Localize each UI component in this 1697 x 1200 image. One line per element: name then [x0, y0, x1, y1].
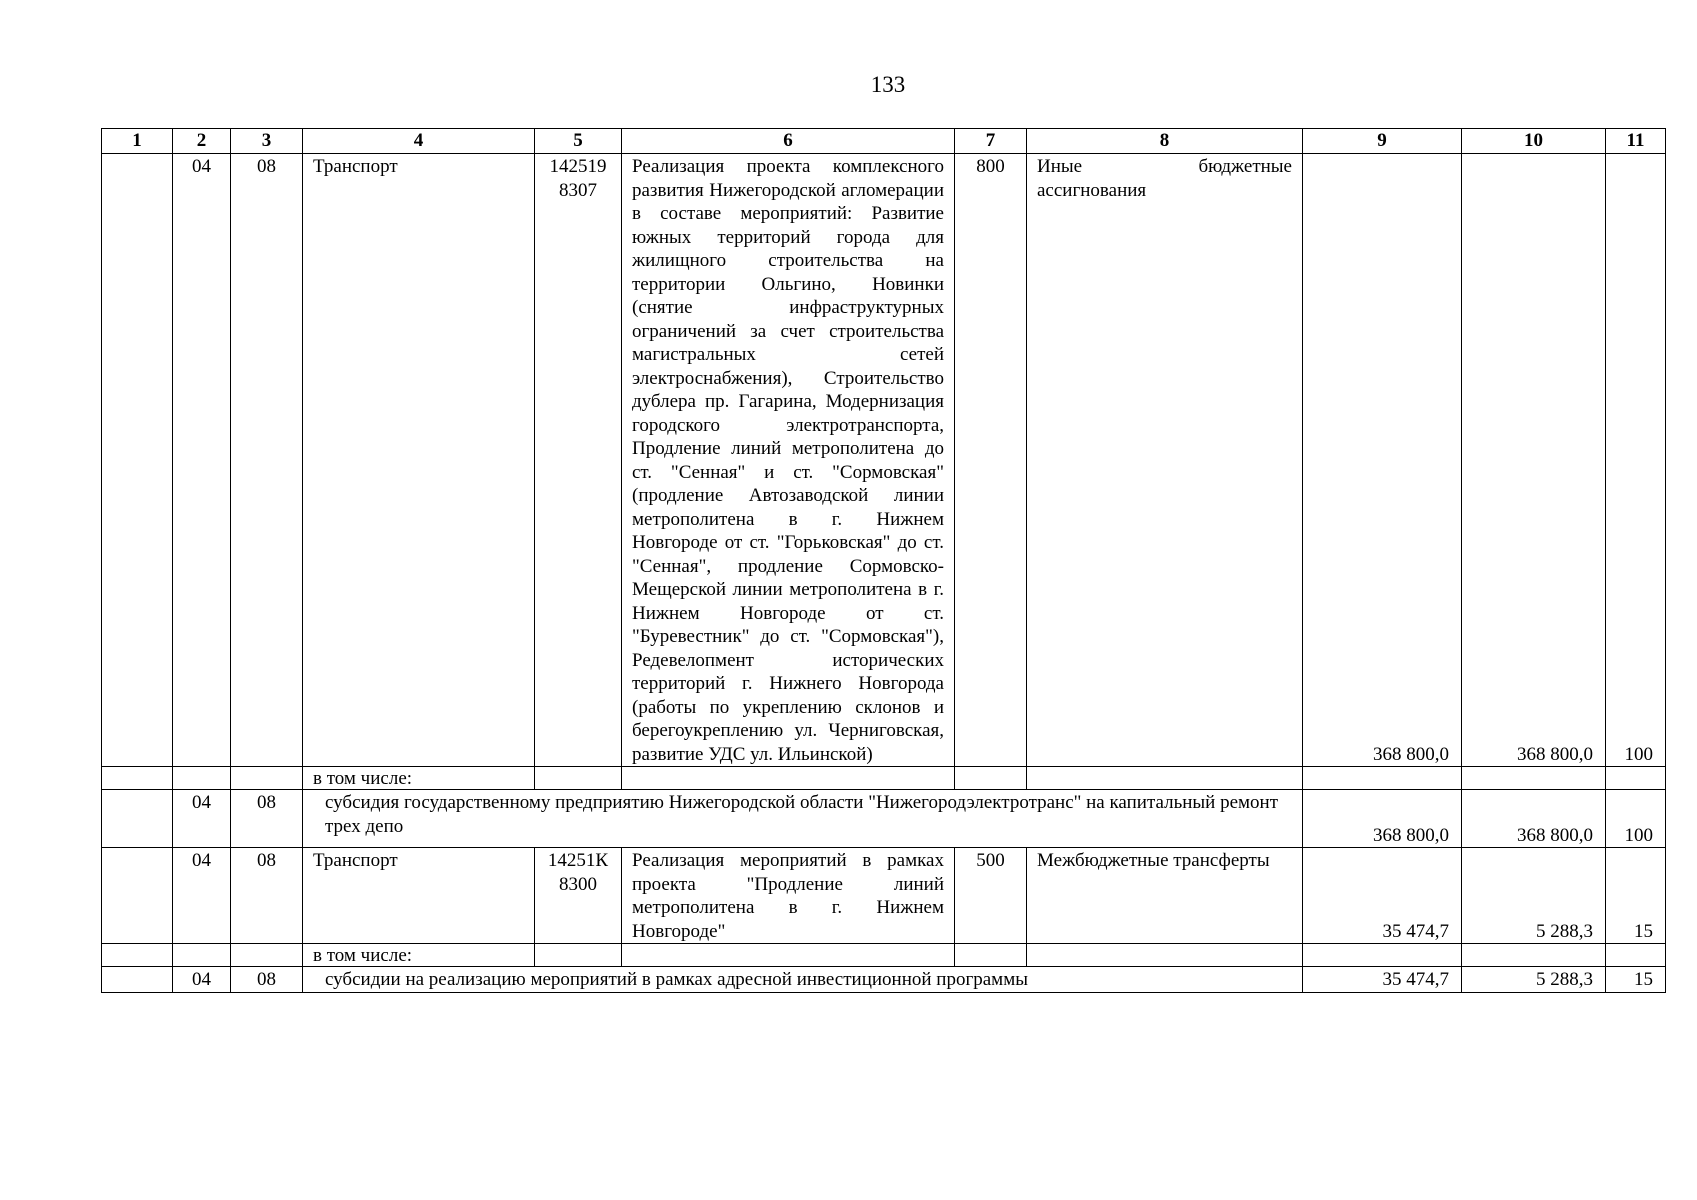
cell-plan: 35 474,7 — [1303, 967, 1462, 993]
cell-including-label: в том числе: — [303, 767, 535, 790]
column-header: 10 — [1462, 129, 1606, 154]
column-header: 2 — [173, 129, 231, 154]
cell-subsection: 08 — [231, 967, 303, 993]
column-header: 8 — [1027, 129, 1303, 154]
column-header: 9 — [1303, 129, 1462, 154]
cell-subsection: 08 — [231, 790, 303, 848]
cell-col1 — [102, 944, 173, 967]
cell-expense-type — [955, 767, 1027, 790]
cell-expense-name: Межбюджетные трансферты — [1027, 848, 1303, 944]
column-header: 7 — [955, 129, 1027, 154]
cell-col1 — [102, 790, 173, 848]
cell-percent — [1606, 944, 1666, 967]
budget-table — [101, 128, 1666, 993]
table-row — [102, 944, 1666, 967]
cell-plan: 368 800,0 — [1303, 154, 1462, 767]
cell-col1 — [102, 154, 173, 767]
cell-percent — [1606, 767, 1666, 790]
cell-description — [622, 767, 955, 790]
cell-section: 04 — [173, 154, 231, 767]
cell-section — [173, 944, 231, 967]
cell-subsection — [231, 944, 303, 967]
table-row — [102, 767, 1666, 790]
cell-plan: 368 800,0 — [1303, 790, 1462, 848]
table-header-row — [102, 129, 1666, 154]
cell-name: Транспорт — [303, 848, 535, 944]
cell-col1 — [102, 767, 173, 790]
cell-col1 — [102, 848, 173, 944]
column-header: 1 — [102, 129, 173, 154]
cell-plan — [1303, 767, 1462, 790]
table-row — [102, 967, 1666, 993]
cell-target-code — [535, 767, 622, 790]
cell-plan: 35 474,7 — [1303, 848, 1462, 944]
cell-description: Реализация проекта комплексного развития Нижегородской агломерации в составе мероприятий: Развитие южных территорий города для жилищного строительства на территории Ольгино, Новинки (снятие инфраструктурных ограничений за счет строительства магистральных сетей электроснабжения), Строительство дублера пр. Гагарина, Модернизация городского электротранспорта, Продление линий метрополитена до ст. "Сенная" и ст. "Сормовская" (продление Автозаводской линии метрополитена в г. Нижнем Новгороде от ст. "Горьковская" до ст. "Сенная", продление Сормовско-Мещерской линии метрополитена в г. Нижнем Новгороде от ст. "Буревестник" до ст. "Сормовская"), Редевелопмент исторических территорий г. Нижнего Новгорода (работы по укреплению склонов и берегоукреплению ул. Черниговская, развитие УДС ул. Ильинской) — [622, 154, 955, 767]
cell-expense-name — [1027, 944, 1303, 967]
cell-actual: 5 288,3 — [1462, 967, 1606, 993]
column-header: 3 — [231, 129, 303, 154]
cell-expense-name — [1027, 767, 1303, 790]
cell-actual — [1462, 767, 1606, 790]
cell-percent: 15 — [1606, 967, 1666, 993]
column-header: 6 — [622, 129, 955, 154]
cell-actual: 368 800,0 — [1462, 790, 1606, 848]
cell-expense-type: 500 — [955, 848, 1027, 944]
cell-section: 04 — [173, 848, 231, 944]
cell-subsidy-description: субсидия государственному предприятию Нижегородской области "Нижегородэлектротранс" на капитальный ремонт трех депо — [303, 790, 1303, 848]
cell-col1 — [102, 967, 173, 993]
table-row — [102, 790, 1666, 848]
cell-expense-name: Иные бюджетные ассигнования — [1027, 154, 1303, 767]
cell-target-code: 142519 8307 — [535, 154, 622, 767]
cell-target-code — [535, 944, 622, 967]
cell-name: Транспорт — [303, 154, 535, 767]
column-header: 11 — [1606, 129, 1666, 154]
column-header: 5 — [535, 129, 622, 154]
cell-percent: 100 — [1606, 154, 1666, 767]
cell-percent: 100 — [1606, 790, 1666, 848]
cell-description: Реализация мероприятий в рамках проекта "Продление линий метрополитена в г. Нижнем Новгороде" — [622, 848, 955, 944]
cell-subsection: 08 — [231, 154, 303, 767]
cell-subsection: 08 — [231, 848, 303, 944]
cell-actual: 5 288,3 — [1462, 848, 1606, 944]
cell-subsidy-description: субсидии на реализацию мероприятий в рамках адресной инвестиционной программы — [303, 967, 1303, 993]
cell-section: 04 — [173, 967, 231, 993]
cell-target-code: 14251К 8300 — [535, 848, 622, 944]
cell-description — [622, 944, 955, 967]
page-number: 133 — [870, 72, 906, 97]
cell-percent: 15 — [1606, 848, 1666, 944]
cell-actual: 368 800,0 — [1462, 154, 1606, 767]
cell-subsection — [231, 767, 303, 790]
cell-section — [173, 767, 231, 790]
cell-expense-type — [955, 944, 1027, 967]
cell-plan — [1303, 944, 1462, 967]
column-header: 4 — [303, 129, 535, 154]
table-row — [102, 154, 1666, 767]
table-row — [102, 848, 1666, 944]
cell-section: 04 — [173, 790, 231, 848]
cell-including-label: в том числе: — [303, 944, 535, 967]
cell-actual — [1462, 944, 1606, 967]
cell-expense-type: 800 — [955, 154, 1027, 767]
